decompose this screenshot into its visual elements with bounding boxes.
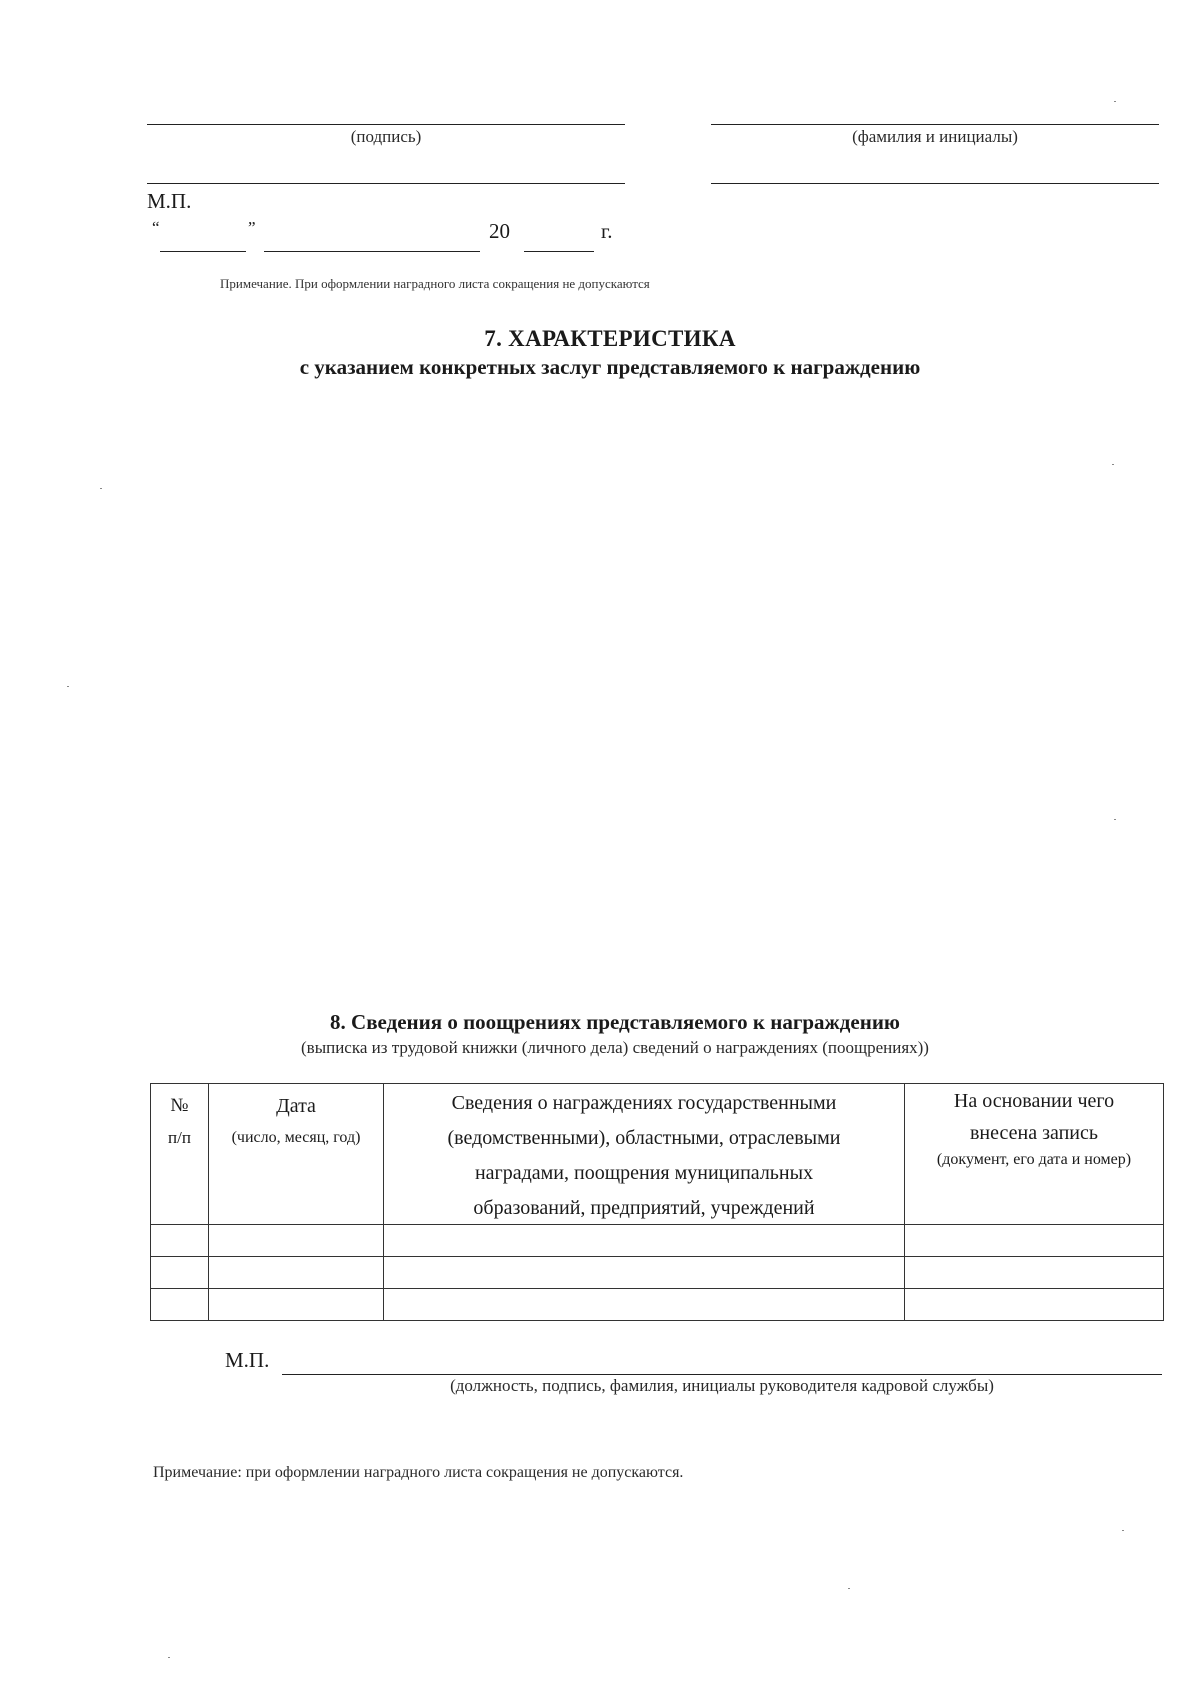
- scan-speck: [1114, 819, 1116, 820]
- date-open-quote: “: [152, 218, 160, 237]
- table-cell[interactable]: [905, 1289, 1164, 1321]
- hr-head-signature-line[interactable]: [282, 1374, 1162, 1375]
- table-cell[interactable]: [384, 1257, 905, 1289]
- awards-table: [150, 1083, 1164, 1321]
- stamp-label: М.П.: [147, 189, 192, 213]
- scan-speck: [1122, 1530, 1124, 1531]
- table-cell[interactable]: [384, 1225, 905, 1257]
- table-cell[interactable]: [905, 1257, 1164, 1289]
- table-row: [151, 1225, 1164, 1257]
- col-number-label: №: [170, 1095, 189, 1116]
- col-number-header: [151, 1084, 209, 1225]
- scan-speck: [67, 686, 69, 687]
- signature-line[interactable]: [147, 124, 625, 125]
- scan-speck: [100, 488, 102, 489]
- date-close-quote: ”: [248, 218, 256, 237]
- col-awards-line-4: образований, предприятий, учреждений: [473, 1197, 815, 1219]
- col-basis-sublabel: (документ, его дата и номер): [936, 1151, 1132, 1168]
- characteristic-text-area[interactable]: [147, 400, 1157, 990]
- col-basis-line-2: внесена запись: [969, 1122, 1099, 1144]
- col-awards-header: [384, 1084, 905, 1225]
- col-date-sublabel: (число, месяц, год): [231, 1129, 361, 1146]
- table-row: [151, 1257, 1164, 1289]
- awards-table-header: [151, 1084, 1164, 1225]
- table-cell[interactable]: [151, 1257, 209, 1289]
- section7-subtitle: с указанием конкретных заслуг представляемого к награждению: [299, 355, 921, 379]
- table-cell[interactable]: [151, 1225, 209, 1257]
- year-suffix: г.: [601, 219, 613, 243]
- scan-speck: [848, 1588, 850, 1589]
- col-awards-line-1: Сведения о награждениях государственными: [451, 1092, 837, 1114]
- year-prefix: 20: [489, 219, 510, 243]
- signature-caption: (подпись): [350, 127, 422, 146]
- signature-line-2[interactable]: [147, 183, 625, 184]
- scan-speck: [1114, 101, 1116, 102]
- table-cell[interactable]: [905, 1225, 1164, 1257]
- table-cell[interactable]: [384, 1289, 905, 1321]
- col-date-label: Дата: [276, 1095, 316, 1117]
- col-number-sublabel: п/п: [168, 1128, 191, 1147]
- scan-speck: [1112, 464, 1114, 465]
- name-caption: (фамилия и инициалы): [852, 127, 1018, 146]
- col-basis-header: [905, 1084, 1164, 1225]
- footer-note: Примечание: при оформлении наградного листа сокращения не допускаются.: [153, 1464, 684, 1481]
- month-field[interactable]: [264, 251, 480, 252]
- section7-title: 7. ХАРАКТЕРИСТИКА: [484, 326, 736, 351]
- col-awards-line-2: (ведомственными), областными, отраслевыми: [447, 1127, 841, 1149]
- table-cell[interactable]: [209, 1289, 384, 1321]
- table-cell[interactable]: [209, 1225, 384, 1257]
- col-date-header: [209, 1084, 384, 1225]
- top-note: Примечание. При оформлении наградного листа сокращения не допускаются: [220, 276, 650, 291]
- day-field[interactable]: [160, 251, 246, 252]
- col-awards-line-3: наградами, поощрения муниципальных: [474, 1162, 814, 1184]
- section8-subtitle: (выписка из трудовой книжки (личного дела) сведений о награждениях (поощрениях)): [301, 1038, 929, 1057]
- name-line[interactable]: [711, 124, 1159, 125]
- hr-head-caption: (должность, подпись, фамилия, инициалы руководителя кадровой службы): [450, 1376, 994, 1395]
- col-basis-line-1: На основании чего: [953, 1090, 1115, 1112]
- footer-stamp-label: М.П.: [225, 1348, 270, 1372]
- year-field[interactable]: [524, 251, 594, 252]
- name-line-2[interactable]: [711, 183, 1159, 184]
- scan-speck: [168, 1657, 170, 1658]
- table-cell[interactable]: [209, 1257, 384, 1289]
- section8-title: 8. Сведения о поощрениях представляемого к награждению: [330, 1010, 900, 1034]
- table-row: [151, 1289, 1164, 1321]
- table-cell[interactable]: [151, 1289, 209, 1321]
